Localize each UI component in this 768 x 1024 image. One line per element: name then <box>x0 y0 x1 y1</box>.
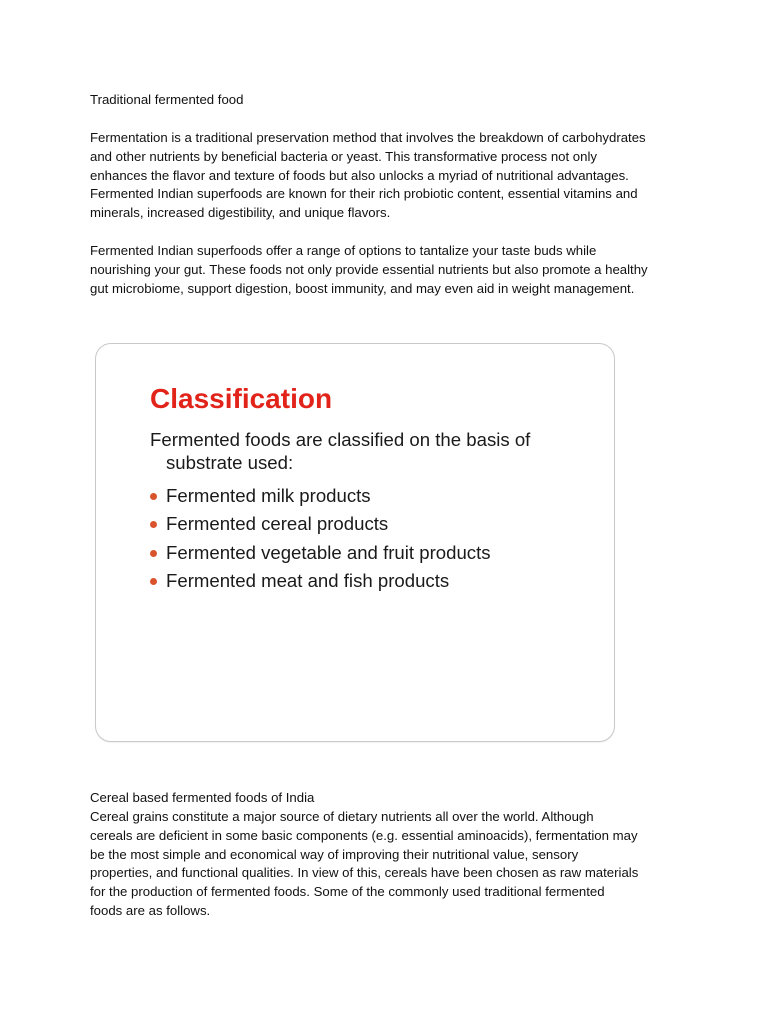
paragraph-line: nourishing your gut. These foods not only provide essential nutrients but also promote a healthy <box>90 261 648 277</box>
bullet-dot-icon <box>150 578 157 585</box>
slide-bullet-text: Fermented cereal products <box>166 513 389 535</box>
slide-bullet-item <box>150 539 491 567</box>
paragraph-line: enhances the flavor and texture of foods but also unlocks a myriad of nutritional advantages. <box>90 167 629 183</box>
paragraph-line: Fermentation is a traditional preservation method that involves the breakdown of carbohydrates <box>90 130 646 145</box>
slide-intro-line: substrate used: <box>166 451 294 473</box>
paragraph-line: and other nutrients by beneficial bacteria or yeast. This transformative process not only <box>90 148 598 164</box>
document-title-text: Traditional fermented food <box>90 92 244 107</box>
section-heading-text: Cereal based fermented foods of India <box>90 790 315 805</box>
benefits-paragraph <box>90 242 690 298</box>
slide-bullet-text: Fermented milk products <box>166 485 371 506</box>
paragraph-line: Cereal grains constitute a major source of dietary nutrients all over the world. Although <box>90 809 594 824</box>
cereal-paragraph <box>90 808 690 921</box>
paragraph-line: minerals, increased digestibility, and unique flavors. <box>90 205 391 221</box>
paragraph-line: cereals are deficient in some basic components (e.g. essential aminoacids), fermentation may <box>90 827 638 843</box>
slide-intro <box>150 429 530 474</box>
document-title <box>90 91 690 110</box>
paragraph-line: Fermented Indian superfoods are known for their rich probiotic content, essential vitamins and <box>90 186 638 202</box>
paragraph-line: foods are as follows. <box>90 902 211 918</box>
bullet-dot-icon <box>150 521 157 528</box>
bullet-dot-icon <box>150 493 157 500</box>
paragraph-line: be the most simple and economical way of improving their nutritional value, sensory <box>90 846 579 862</box>
bullet-dot-icon <box>150 550 157 557</box>
paragraph-line: for the production of fermented foods. Some of the commonly used traditional fermented <box>90 884 605 900</box>
slide-bullet-text: Fermented meat and fish products <box>166 570 450 592</box>
slide-bullet-item <box>150 510 491 538</box>
slide-bullet-item <box>150 567 491 595</box>
classification-slide-image <box>95 343 615 742</box>
intro-paragraph <box>90 129 690 223</box>
paragraph-line: Fermented Indian superfoods offer a range of options to tantalize your taste buds while <box>90 243 597 258</box>
paragraph-line: gut microbiome, support digestion, boost immunity, and may even aid in weight management. <box>90 280 635 296</box>
slide-bullet-item <box>150 482 491 510</box>
section-heading <box>90 789 690 808</box>
slide-title: Classification <box>150 383 333 414</box>
slide-bullet-text: Fermented vegetable and fruit products <box>166 541 491 563</box>
paragraph-line: properties, and functional qualities. In view of this, cereals have been chosen as raw materials <box>90 865 639 881</box>
slide-bullet-list <box>150 482 491 596</box>
slide-intro-line: Fermented foods are classified on the basis of <box>150 429 531 450</box>
